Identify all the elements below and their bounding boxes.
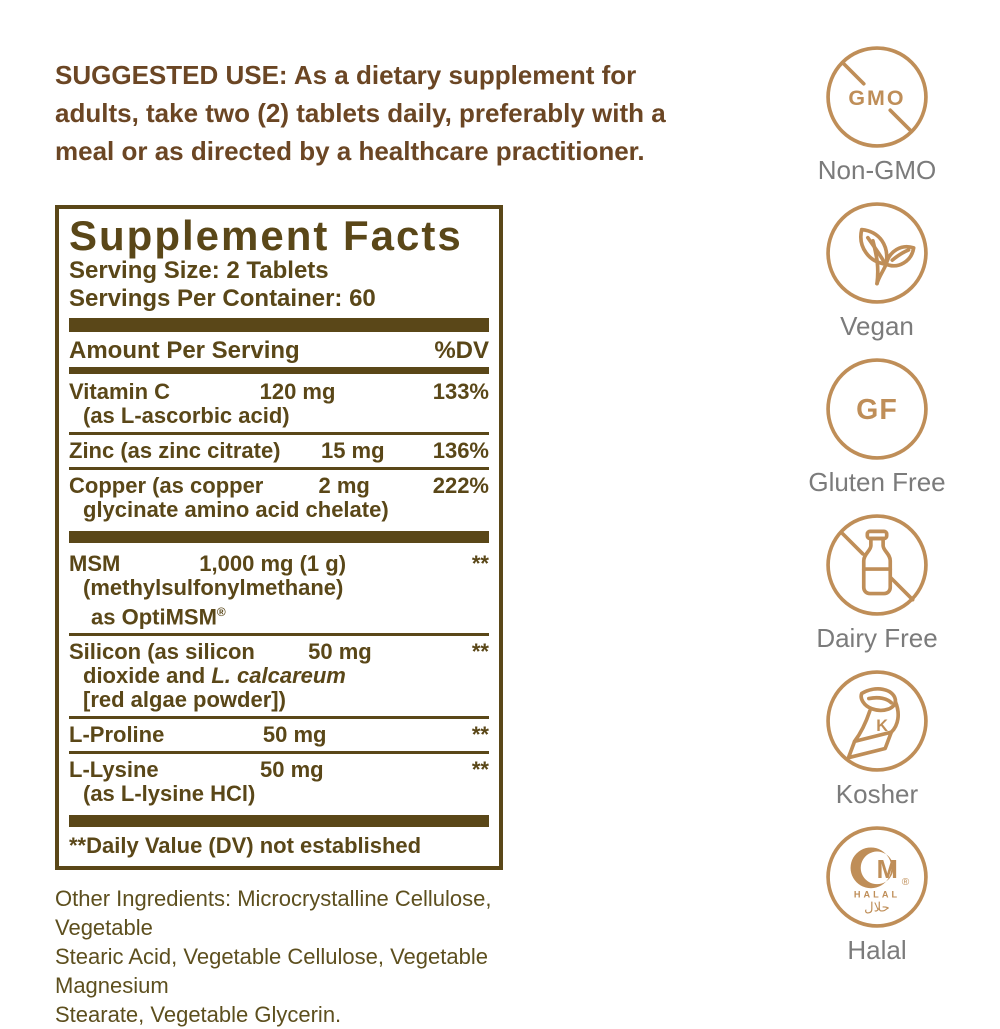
badge-gluten-free [808, 356, 945, 497]
vegan-leaf-icon [824, 200, 930, 306]
dairy-free-icon [824, 512, 930, 618]
badge-kosher [824, 668, 930, 809]
other-ingredients-line: Other Ingredients: Microcrystalline Cellulose, Vegetable [55, 886, 492, 940]
ingredient-amount: 15 mg [320, 438, 385, 463]
badge-vegan [824, 200, 930, 341]
divider-thick [69, 815, 489, 827]
ingredient-subtext: [red algae powder]) [83, 687, 286, 713]
ingredient-name: MSM [69, 551, 121, 576]
ingredient-subtext [69, 600, 489, 629]
daily-value-footnote: **Daily Value (DV) not established [69, 833, 422, 859]
row-main [69, 474, 489, 498]
table-row [69, 467, 489, 526]
ingredient-dv: 222% [432, 473, 489, 498]
ingredient-subtext: (as L-lysine HCl) [83, 781, 256, 807]
ingredient-dv: 133% [432, 379, 489, 404]
row-main [69, 723, 489, 747]
serving-size: Serving Size: 2 Tablets [69, 257, 329, 284]
svg-text:HALAL: HALAL [853, 889, 901, 900]
other-ingredients-line: Stearic Acid, Vegetable Cellulose, Vegetable Magnesium [55, 944, 488, 998]
kosher-icon [824, 668, 930, 774]
badge-halal [824, 824, 930, 965]
ingredient-dv: ** [471, 639, 489, 665]
ingredient-name: L-Lysine [69, 757, 159, 783]
ingredient-amount: 50 mg [262, 722, 327, 748]
ingredient-dv: ** [471, 757, 489, 783]
divider-medium [69, 367, 489, 374]
gluten-free-icon [824, 356, 930, 462]
ingredient-dv: ** [471, 551, 489, 576]
non-gmo-icon [824, 44, 930, 150]
row-main [69, 380, 489, 404]
suggested-use-line: meal or as directed by a healthcare practitioner. [55, 136, 645, 166]
svg-text:K: K [876, 717, 888, 736]
table-row [69, 432, 489, 467]
ingredient-amount: 50 mg [308, 639, 372, 665]
table-header [69, 337, 489, 365]
table-row [69, 548, 489, 633]
panel-title: Supplement Facts [69, 212, 463, 259]
ingredient-name: Zinc (as zinc citrate) [69, 438, 281, 463]
table-row [69, 633, 489, 716]
ingredient-subtext-part: dioxide and [83, 663, 212, 689]
other-ingredients-line: Stearate, Vegetable Glycerin. [55, 1002, 342, 1027]
ingredient-amount: 120 mg [259, 379, 336, 404]
ingredient-dv: ** [471, 722, 489, 748]
suggested-use-line: adults, take two (2) tablets daily, preferably with a [55, 98, 666, 128]
badge-label: Dairy Free [816, 623, 938, 653]
ingredient-name: Silicon (as silicon [69, 639, 255, 665]
ingredient-amount: 50 mg [260, 757, 324, 783]
ingredient-subtext: glycinate amino acid chelate) [83, 497, 389, 522]
suggested-use-text [55, 56, 735, 170]
header-dv: %DV [434, 337, 489, 364]
svg-text:®: ® [901, 877, 910, 889]
row-main [69, 758, 489, 782]
ingredient-name: L-Proline [69, 722, 165, 748]
badge-label: Kosher [835, 779, 919, 809]
row-main [69, 439, 489, 463]
suggested-use-line: SUGGESTED USE: As a dietary supplement for [55, 60, 637, 90]
svg-text:GF: GF [856, 394, 898, 427]
ingredient-subtext-part: as OptiMSM [91, 604, 217, 630]
ingredient-amount: 2 mg [318, 473, 370, 498]
row-main [69, 552, 489, 576]
registered-mark: ® [216, 605, 226, 619]
table-row [69, 716, 489, 751]
badge-label: Gluten Free [808, 467, 946, 497]
halal-icon [824, 824, 930, 930]
svg-text:حلال: حلال [864, 899, 890, 915]
ingredient-dv: 136% [432, 438, 489, 463]
table-row [69, 376, 489, 432]
other-ingredients-text [55, 884, 535, 1029]
ingredient-subtext [69, 664, 489, 688]
divider-thick [69, 318, 489, 332]
table-row [69, 751, 489, 810]
certification-badges [795, 44, 959, 980]
badge-non-gmo [818, 44, 936, 185]
ingredient-subtext: (as L-ascorbic acid) [83, 403, 290, 428]
ingredient-subtext: (methylsulfonylmethane) [83, 575, 344, 600]
badge-dairy-free [816, 512, 937, 653]
badge-label: Halal [847, 935, 907, 965]
svg-text:GMO: GMO [848, 86, 906, 111]
species-name: L. calcareum [211, 663, 346, 689]
badge-label: Vegan [840, 311, 914, 341]
badge-label: Non-GMO [817, 155, 937, 185]
svg-text:M: M [876, 856, 898, 885]
ingredient-name: Copper (as copper [69, 473, 264, 498]
ingredient-name: Vitamin C [69, 379, 171, 404]
supplement-facts-panel [55, 205, 503, 870]
header-amount-per-serving: Amount Per Serving [69, 337, 300, 364]
servings-per-container: Servings Per Container: 60 [69, 285, 376, 312]
ingredient-amount: 1,000 mg (1 g) [199, 551, 347, 576]
row-main [69, 640, 489, 664]
divider-thick [69, 531, 489, 543]
